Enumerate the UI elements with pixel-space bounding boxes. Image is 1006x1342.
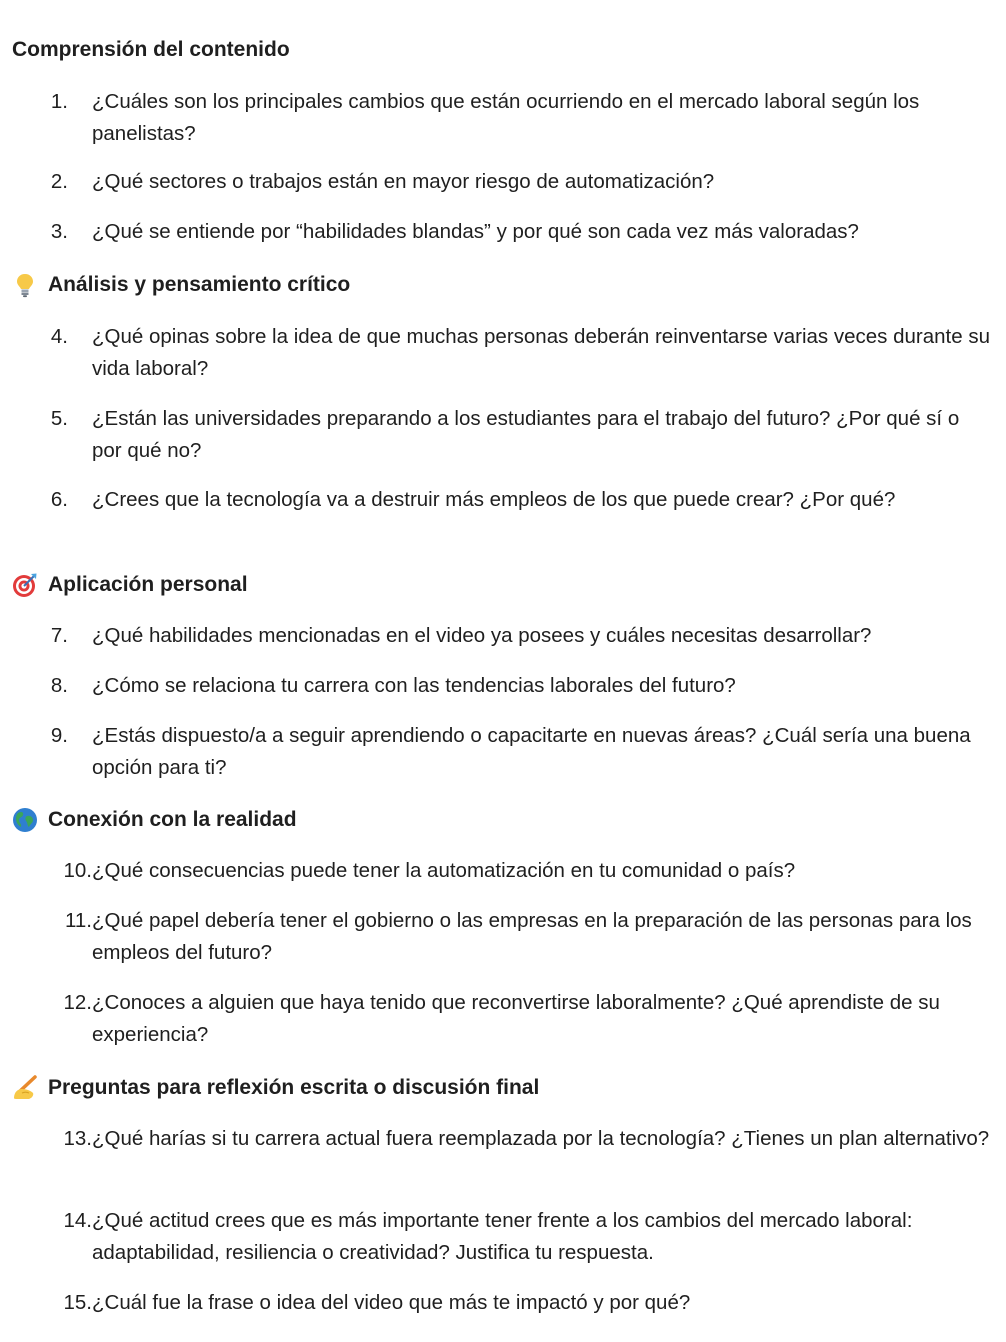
question-number: 1.: [50, 90, 68, 113]
question-number: 3.: [50, 220, 68, 243]
question-number: 15.: [63, 1291, 92, 1314]
question-number: 5.: [50, 407, 68, 430]
question-text: ¿Estás dispuesto/a a seguir aprendiendo o capacitarte en nuevas áreas? ¿Cuál sería una buena opción para ti?: [92, 724, 971, 779]
question-item: [48, 484, 998, 516]
section-title: Análisis y pensamiento crítico: [48, 273, 351, 296]
question-item: [48, 321, 998, 385]
question-text: ¿Qué se entiende por “habilidades blandas” y por qué son cada vez más valoradas?: [92, 220, 859, 243]
section-title: Comprensión del contenido: [12, 38, 290, 61]
question-number: 13.: [63, 1127, 92, 1150]
section-heading-preguntas-finales: [12, 1074, 539, 1102]
question-number: 9.: [50, 724, 68, 747]
target-icon: [12, 572, 38, 598]
question-item: [48, 1123, 998, 1155]
question-number: 7.: [50, 624, 68, 647]
question-text: ¿Cuál fue la frase o idea del video que más te impactó y por qué?: [92, 1291, 691, 1314]
question-text: ¿Cómo se relaciona tu carrera con las tendencias laborales del futuro?: [92, 674, 736, 697]
section-heading-comprension: [12, 36, 290, 64]
question-text: ¿Qué habilidades mencionadas en el video ya posees y cuáles necesitas desarrollar?: [92, 624, 872, 647]
question-text: ¿Conoces a alguien que haya tenido que reconvertirse laboralmente? ¿Qué aprendiste de su experiencia?: [92, 991, 940, 1046]
question-number: 10.: [63, 859, 92, 882]
question-text: ¿Qué papel debería tener el gobierno o las empresas en la preparación de las personas para los empleos del futuro?: [92, 909, 972, 964]
section-title: Conexión con la realidad: [48, 808, 297, 831]
question-number: 6.: [50, 488, 68, 511]
question-number: 11.: [65, 909, 92, 932]
question-item: [48, 1205, 998, 1269]
question-number: 8.: [50, 674, 68, 697]
question-item: [48, 620, 998, 652]
question-text: ¿Qué actitud crees que es más importante tener frente a los cambios del mercado laboral: adaptabilidad, resiliencia o creatividad? Justifica tu respuesta.: [92, 1209, 913, 1264]
question-item: [48, 855, 998, 887]
question-text: ¿Qué opinas sobre la idea de que muchas personas deberán reinventarse varias veces durante su vida laboral?: [92, 325, 990, 380]
question-text: ¿Qué consecuencias puede tener la automatización en tu comunidad o país?: [92, 859, 796, 882]
section-title: Aplicación personal: [48, 573, 248, 596]
question-item: [48, 403, 998, 467]
question-item: [48, 670, 998, 702]
question-item: [48, 1287, 998, 1319]
question-item: [48, 166, 998, 198]
question-item: [48, 720, 998, 784]
question-number: 14.: [63, 1209, 92, 1232]
section-heading-aplicacion: [12, 571, 248, 599]
question-text: ¿Están las universidades preparando a los estudiantes para el trabajo del futuro? ¿Por qué sí o por qué no?: [92, 407, 960, 462]
writing-hand-icon: [12, 1075, 38, 1101]
question-number: 4.: [50, 325, 68, 348]
question-number: 12.: [63, 991, 92, 1014]
question-item: [48, 216, 998, 248]
question-text: ¿Cuáles son los principales cambios que están ocurriendo en el mercado laboral según los panelistas?: [92, 90, 920, 145]
question-text: ¿Qué harías si tu carrera actual fuera reemplazada por la tecnología? ¿Tienes un plan alternativo?: [92, 1127, 990, 1150]
section-title: Preguntas para reflexión escrita o discusión final: [48, 1076, 540, 1099]
question-item: [48, 86, 998, 150]
lightbulb-icon: [12, 272, 38, 298]
question-number: 2.: [50, 170, 68, 193]
section-heading-conexion: [12, 806, 297, 834]
question-item: [48, 905, 998, 969]
question-text: ¿Crees que la tecnología va a destruir más empleos de los que puede crear? ¿Por qué?: [92, 488, 896, 511]
question-item: [48, 987, 998, 1051]
globe-icon: [12, 807, 38, 833]
section-heading-analisis: [12, 271, 350, 299]
question-text: ¿Qué sectores o trabajos están en mayor riesgo de automatización?: [92, 170, 715, 193]
